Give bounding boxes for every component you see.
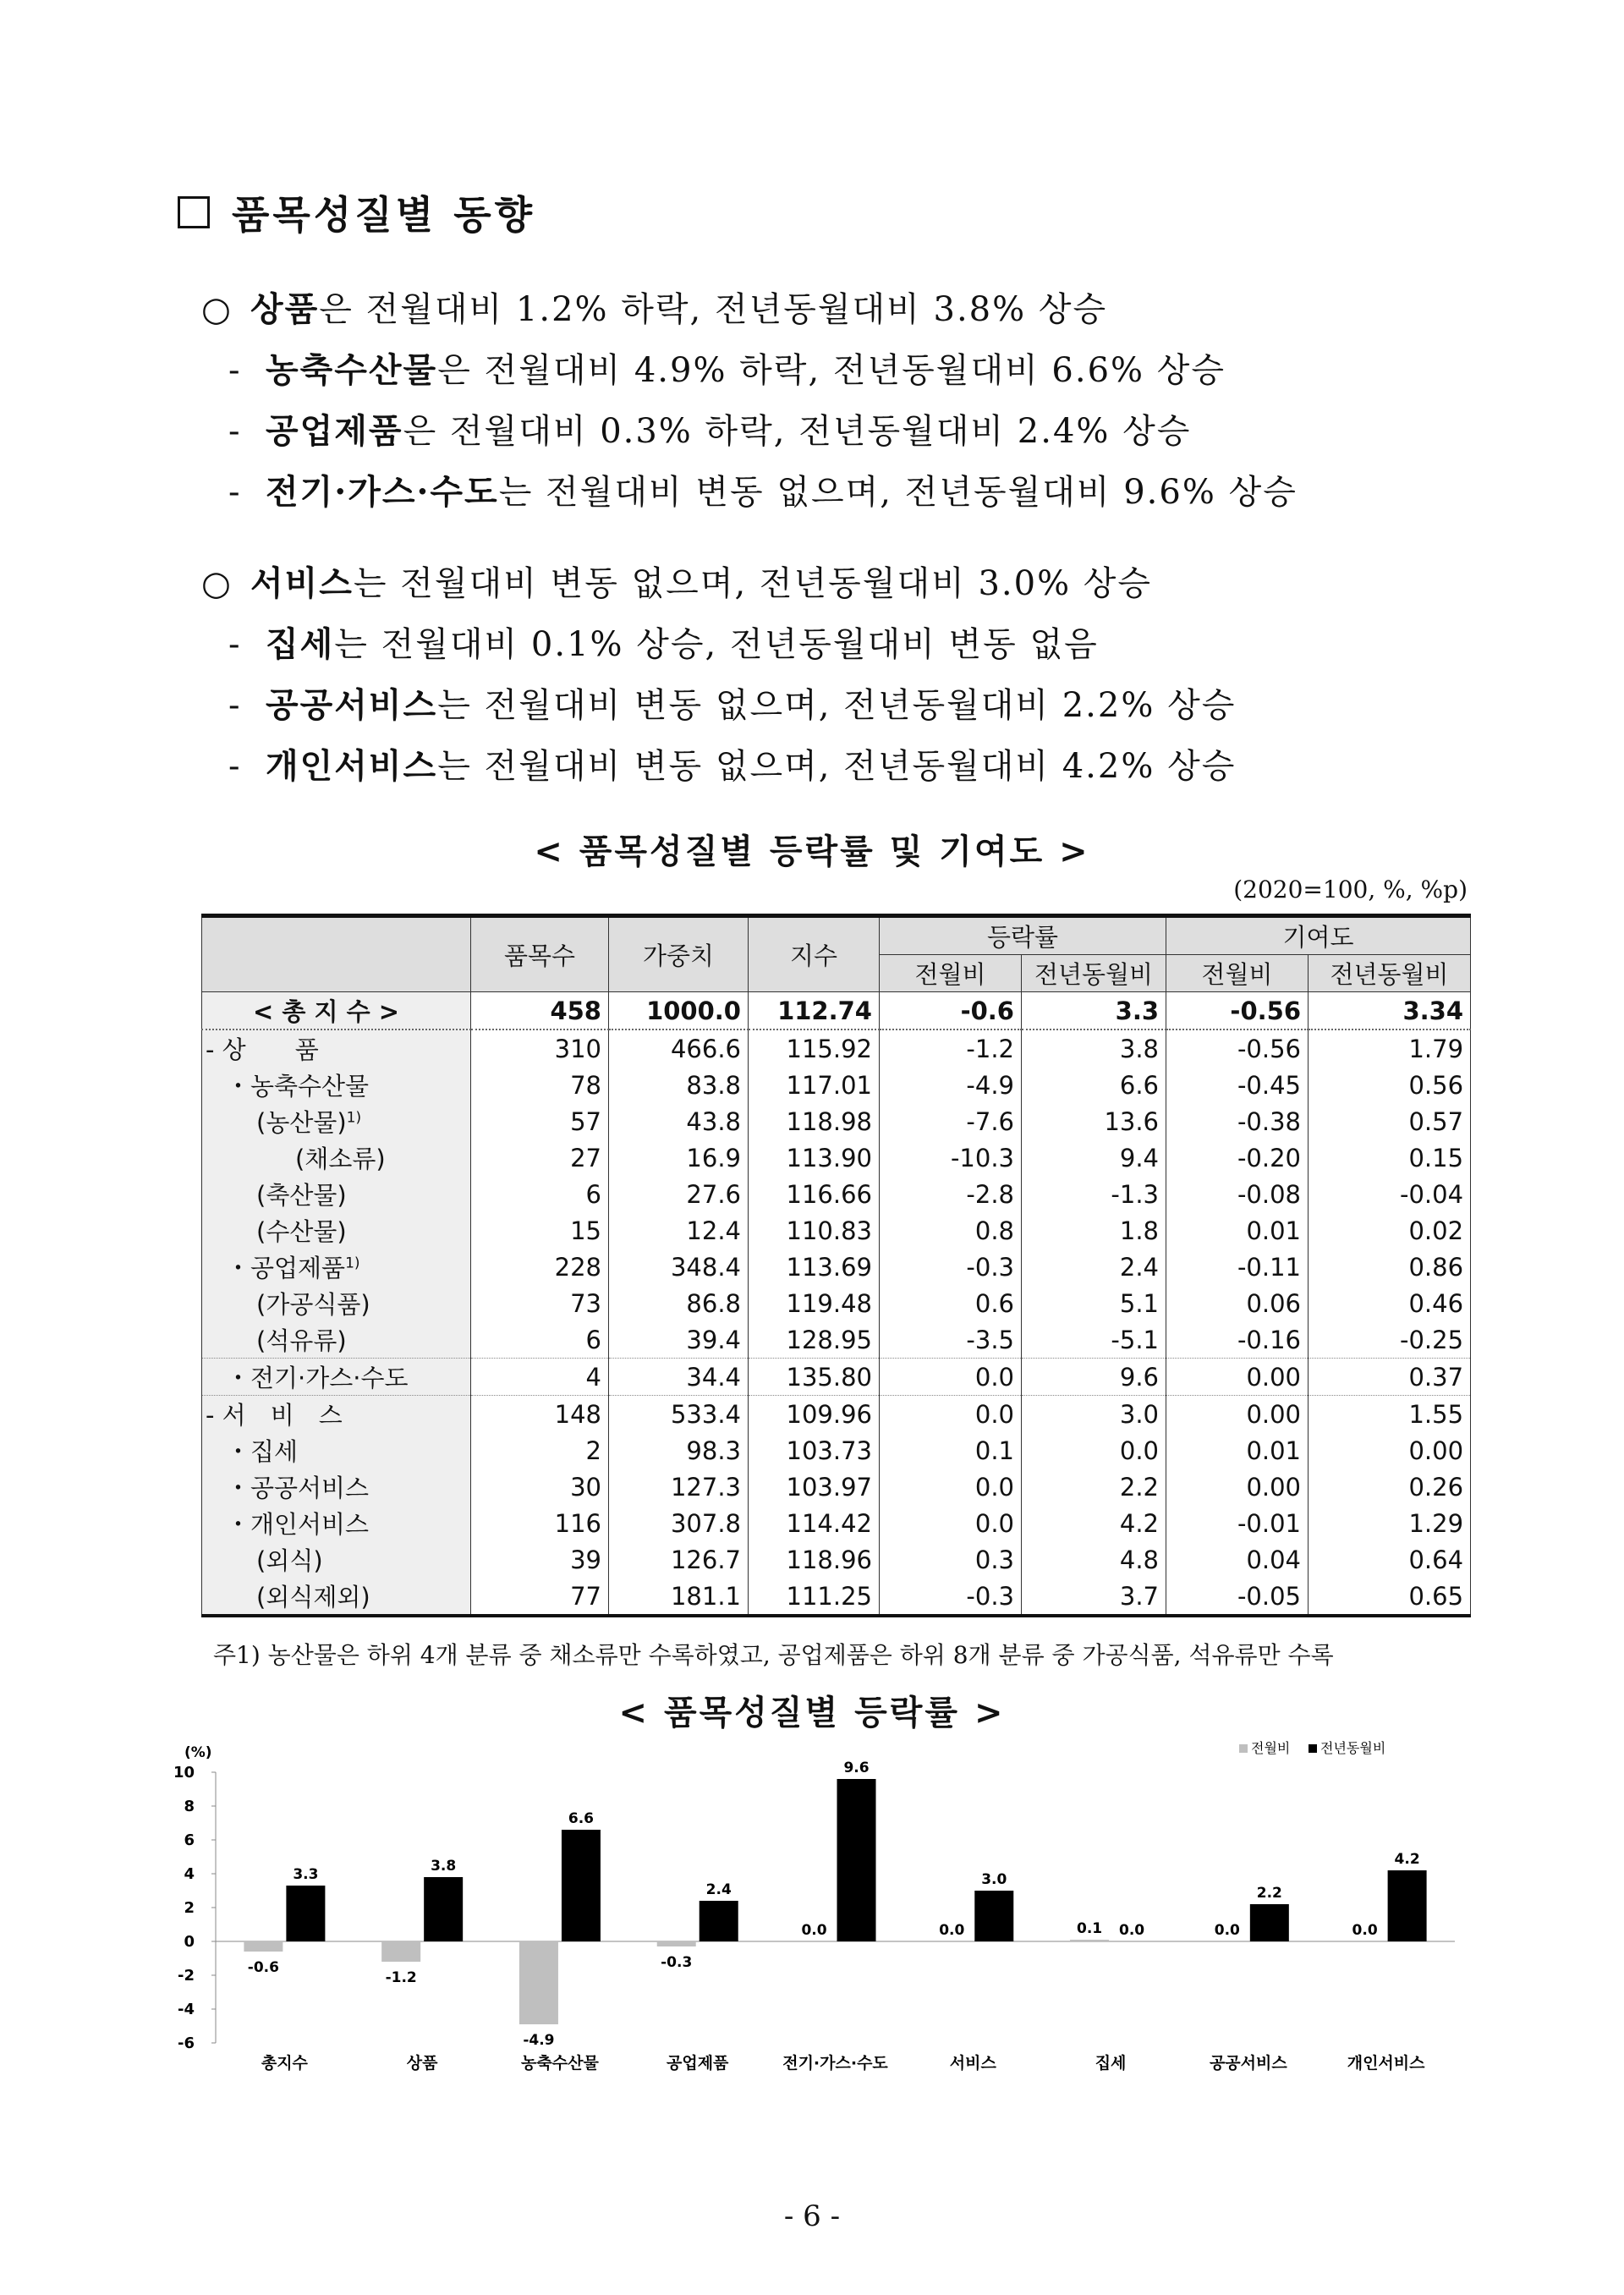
table-cell: 118.98 — [749, 1103, 880, 1139]
bar-mom — [1070, 1940, 1109, 1941]
bullet-sub — [201, 736, 1470, 797]
row-label — [202, 1432, 471, 1469]
table-cell: 117.01 — [749, 1067, 880, 1103]
table-cell: 111.25 — [749, 1578, 880, 1616]
bar-yoy — [837, 1779, 876, 1941]
table-cell: 2.4 — [1022, 1249, 1166, 1285]
table-row — [202, 1469, 1471, 1505]
table-cell: 12.4 — [609, 1212, 749, 1249]
table-cell: 1000.0 — [609, 992, 749, 1030]
table-cell: 118.96 — [749, 1541, 880, 1578]
table-row — [202, 1578, 1471, 1616]
legend-label: 전월비 — [1251, 1740, 1291, 1756]
table-cell: 3.7 — [1022, 1578, 1166, 1616]
row-label-text: ・개인서비스 — [226, 1510, 370, 1539]
bar-yoy — [424, 1877, 463, 1941]
row-label-text: ・공공서비스 — [226, 1474, 370, 1502]
table-row — [202, 1541, 1471, 1578]
table-cell: 310 — [471, 1029, 609, 1067]
bullet-keyword: 집세 — [266, 624, 335, 664]
table-row — [202, 1396, 1471, 1433]
data-label: 4.2 — [1394, 1851, 1420, 1868]
table-cell: 27.6 — [609, 1176, 749, 1212]
data-label: 2.4 — [705, 1881, 732, 1898]
table-cell: -0.6 — [880, 992, 1022, 1030]
footnote-mark: 1) — [345, 1255, 360, 1272]
table-cell: 3.0 — [1022, 1396, 1166, 1433]
table-cell: 128.95 — [749, 1321, 880, 1359]
data-label: 0.0 — [1118, 1922, 1145, 1939]
table-cell: -0.56 — [1166, 992, 1309, 1030]
table-cell: 57 — [471, 1103, 609, 1139]
bullet-text: 는 전월대비 0.1% 상승, 전년동월대비 변동 없음 — [334, 625, 1099, 664]
row-label — [202, 1359, 471, 1396]
table-cell: 126.7 — [609, 1541, 749, 1578]
bar-yoy — [562, 1830, 601, 1941]
table-cell: 0.00 — [1166, 1469, 1309, 1505]
table-cell: -0.25 — [1309, 1321, 1471, 1359]
bar-yoy — [974, 1891, 1013, 1941]
data-label: 6.6 — [568, 1810, 595, 1827]
legend-label: 전년동월비 — [1320, 1740, 1386, 1756]
table-cell: -3.5 — [880, 1321, 1022, 1359]
table-cell: 0.56 — [1309, 1067, 1471, 1103]
table-cell: 0.46 — [1309, 1285, 1471, 1321]
table-row — [202, 1505, 1471, 1541]
table-cell: 0.00 — [1166, 1396, 1309, 1433]
data-label: 2.2 — [1256, 1885, 1282, 1902]
table-cell: 5.1 — [1022, 1285, 1166, 1321]
row-label — [202, 1176, 471, 1212]
table-cell: 98.3 — [609, 1432, 749, 1469]
bar-mom — [244, 1941, 283, 1952]
bullet-text: 은 전월대비 1.2% 하락, 전년동월대비 3.8% 상승 — [319, 290, 1108, 329]
table-cell: -0.3 — [880, 1578, 1022, 1616]
x-tick-label: 서비스 — [949, 2054, 996, 2073]
table-cell: 0.6 — [880, 1285, 1022, 1321]
bullet-keyword: 공공서비스 — [266, 685, 438, 725]
section-title-text: 품목성질별 동향 — [232, 192, 536, 238]
header-index: 지수 — [749, 916, 880, 992]
row-label — [202, 1285, 471, 1321]
bar-mom — [519, 1941, 558, 2024]
x-tick-label: 공업제품 — [667, 2054, 729, 2073]
table-cell: 0.01 — [1166, 1432, 1309, 1469]
row-label — [202, 1578, 471, 1616]
header-count: 품목수 — [471, 916, 609, 992]
y-tick-label: -4 — [178, 2001, 195, 2018]
row-label-text: (외식) — [256, 1546, 323, 1575]
data-label: 0.0 — [939, 1922, 965, 1939]
x-tick-label: 총지수 — [261, 2054, 308, 2073]
row-label — [202, 1541, 471, 1578]
table-row — [202, 1249, 1471, 1285]
bar-yoy — [1250, 1904, 1289, 1941]
table-cell: 39.4 — [609, 1321, 749, 1359]
table-cell: 148 — [471, 1396, 609, 1433]
bar-chart — [169, 1738, 1489, 2122]
table-cell: 0.86 — [1309, 1249, 1471, 1285]
row-label-text: ・전기·가스·수도 — [226, 1364, 409, 1392]
row-label-text: ・공업제품 — [226, 1254, 346, 1282]
bullet-main — [201, 279, 1470, 340]
table-cell: 0.0 — [880, 1505, 1022, 1541]
table-footnote: 주1) 농산물은 하위 4개 분류 중 채소류만 수록하였고, 공업제품은 하위 8개 분류 중 가공식품, 석유류만 수록 — [213, 1641, 1334, 1669]
table-cell: 6 — [471, 1321, 609, 1359]
table-cell: 2 — [471, 1432, 609, 1469]
bullet-keyword: 전기·가스·수도 — [266, 472, 499, 512]
row-label-text: (수산물) — [256, 1217, 347, 1246]
table-cell: 15 — [471, 1212, 609, 1249]
table-cell: 16.9 — [609, 1139, 749, 1176]
bar-yoy — [286, 1886, 325, 1941]
table-cell: -0.05 — [1166, 1578, 1309, 1616]
bullet-text: 는 전월대비 변동 없으며, 전년동월대비 4.2% 상승 — [437, 747, 1237, 786]
bullet-keyword: 상품 — [250, 289, 320, 329]
table-cell: -5.1 — [1022, 1321, 1166, 1359]
y-tick-label: 4 — [184, 1865, 195, 1883]
table-cell: 466.6 — [609, 1029, 749, 1067]
table-cell: -0.16 — [1166, 1321, 1309, 1359]
table-row — [202, 1103, 1471, 1139]
table-cell: 0.01 — [1166, 1212, 1309, 1249]
row-label — [202, 1067, 471, 1103]
row-label-text: < 총 지 수 > — [253, 997, 400, 1026]
table-cell: -0.20 — [1166, 1139, 1309, 1176]
table-cell: 0.57 — [1309, 1103, 1471, 1139]
bullet-marker: - — [228, 351, 242, 390]
table-cell: 78 — [471, 1067, 609, 1103]
table-row — [202, 1029, 1471, 1067]
row-label-text: ・농축수산물 — [226, 1072, 370, 1101]
x-tick-label: 농축수산물 — [521, 2054, 599, 2073]
row-label — [202, 1505, 471, 1541]
row-label-text: (축산물) — [256, 1181, 347, 1210]
data-label: 9.6 — [843, 1760, 870, 1776]
table-cell: 0.02 — [1309, 1212, 1471, 1249]
bullet-text: 는 전월대비 변동 없으며, 전년동월대비 3.0% 상승 — [353, 564, 1153, 603]
y-tick-label: -6 — [178, 2034, 195, 2052]
table-cell: 0.26 — [1309, 1469, 1471, 1505]
table-cell: 3.8 — [1022, 1029, 1166, 1067]
bullet-marker: ○ — [201, 564, 233, 603]
table-cell: 1.55 — [1309, 1396, 1471, 1433]
table-cell: 114.42 — [749, 1505, 880, 1541]
data-label: -1.2 — [385, 1969, 417, 1986]
table-row — [202, 1139, 1471, 1176]
table-cell: 110.83 — [749, 1212, 880, 1249]
table-unit: (2020=100, %, %p) — [1233, 876, 1468, 903]
bullet-sub — [201, 614, 1470, 675]
bullet-sub — [201, 401, 1470, 462]
table-cell: 112.74 — [749, 992, 880, 1030]
data-label: 3.0 — [981, 1871, 1007, 1888]
header-weight: 가중치 — [609, 916, 749, 992]
y-tick-label: -2 — [178, 1967, 195, 1985]
bullet-keyword: 서비스 — [250, 563, 354, 603]
table-row — [202, 1067, 1471, 1103]
table-cell: 30 — [471, 1469, 609, 1505]
table-cell: 103.97 — [749, 1469, 880, 1505]
table-cell: -0.08 — [1166, 1176, 1309, 1212]
table-cell: 0.8 — [880, 1212, 1022, 1249]
row-label — [202, 1321, 471, 1359]
table-cell: 0.00 — [1166, 1359, 1309, 1396]
table-cell: -0.45 — [1166, 1067, 1309, 1103]
price-table — [201, 914, 1471, 1617]
table-cell: 9.6 — [1022, 1359, 1166, 1396]
row-label-text: (외식제외) — [256, 1583, 370, 1611]
table-cell: 307.8 — [609, 1505, 749, 1541]
table-cell: 1.79 — [1309, 1029, 1471, 1067]
x-tick-label: 개인서비스 — [1347, 2054, 1425, 2073]
data-label: 3.8 — [431, 1858, 457, 1875]
header-contrib-yoy: 전년동월비 — [1309, 955, 1471, 992]
y-tick-label: 0 — [184, 1933, 195, 1951]
table-cell: 135.80 — [749, 1359, 880, 1396]
bullet-keyword: 공업제품 — [266, 411, 403, 451]
bar-yoy — [700, 1901, 738, 1941]
table-cell: 0.0 — [880, 1359, 1022, 1396]
table-cell: 4.2 — [1022, 1505, 1166, 1541]
x-tick-label: 집세 — [1095, 2054, 1127, 2073]
row-label-text: (석유류) — [256, 1326, 347, 1355]
table-cell: 27 — [471, 1139, 609, 1176]
row-label — [202, 1249, 471, 1285]
table-cell: 1.8 — [1022, 1212, 1166, 1249]
data-label: -4.9 — [523, 2032, 555, 2049]
table-cell: 2.2 — [1022, 1469, 1166, 1505]
table-cell: 181.1 — [609, 1578, 749, 1616]
summary-bullets — [201, 279, 1470, 797]
bullet-marker: - — [228, 747, 242, 786]
bullet-marker: - — [228, 686, 242, 725]
header-rate: 등락률 — [880, 916, 1166, 955]
bullet-main — [201, 553, 1470, 614]
table-row — [202, 1212, 1471, 1249]
bullet-sub — [201, 462, 1470, 523]
bullet-marker: - — [228, 412, 242, 451]
table-cell: 3.34 — [1309, 992, 1471, 1030]
y-tick-label: 10 — [173, 1764, 195, 1782]
table-cell: 0.0 — [880, 1396, 1022, 1433]
table-cell: 0.1 — [880, 1432, 1022, 1469]
table-row — [202, 1176, 1471, 1212]
header-rate-mom: 전월비 — [880, 955, 1022, 992]
data-label: -0.3 — [661, 1954, 693, 1971]
table-cell: 116 — [471, 1505, 609, 1541]
table-cell: 228 — [471, 1249, 609, 1285]
bullet-text: 은 전월대비 0.3% 하락, 전년동월대비 2.4% 상승 — [403, 412, 1192, 451]
table-row — [202, 1321, 1471, 1359]
row-label — [202, 1103, 471, 1139]
bullet-keyword: 농축수산물 — [266, 350, 438, 390]
table-row — [202, 992, 1471, 1030]
table-cell: 533.4 — [609, 1396, 749, 1433]
bullet-keyword: 개인서비스 — [266, 746, 438, 786]
table-cell: 86.8 — [609, 1285, 749, 1321]
header-contrib: 기여도 — [1166, 916, 1471, 955]
checkbox-icon — [178, 196, 210, 228]
table-cell: 83.8 — [609, 1067, 749, 1103]
table-cell: 348.4 — [609, 1249, 749, 1285]
table-cell: 6 — [471, 1176, 609, 1212]
bullet-marker: ○ — [201, 290, 233, 329]
x-tick-label: 상품 — [406, 2054, 438, 2073]
header-label — [202, 916, 471, 992]
bar-mom — [381, 1941, 420, 1962]
data-label: 0.1 — [1076, 1920, 1103, 1937]
legend-swatch — [1239, 1744, 1248, 1753]
row-label-text: (가공식품) — [256, 1290, 370, 1319]
table-cell: -0.04 — [1309, 1176, 1471, 1212]
table-cell: 73 — [471, 1285, 609, 1321]
table-cell: 0.64 — [1309, 1541, 1471, 1578]
bullet-text: 는 전월대비 변동 없으며, 전년동월대비 9.6% 상승 — [498, 473, 1298, 512]
table-cell: -0.56 — [1166, 1029, 1309, 1067]
table-cell: -0.11 — [1166, 1249, 1309, 1285]
table-row — [202, 1359, 1471, 1396]
y-tick-label: 2 — [184, 1899, 195, 1917]
row-label — [202, 1469, 471, 1505]
row-label-text: - 서 비 스 — [206, 1401, 343, 1430]
table-cell: 34.4 — [609, 1359, 749, 1396]
bar-yoy — [1388, 1870, 1427, 1941]
table-cell: -0.3 — [880, 1249, 1022, 1285]
table-cell: 0.0 — [1022, 1432, 1166, 1469]
table-cell: 115.92 — [749, 1029, 880, 1067]
row-label — [202, 992, 471, 1030]
table-cell: 113.90 — [749, 1139, 880, 1176]
table-cell: -0.01 — [1166, 1505, 1309, 1541]
bullet-marker: - — [228, 473, 242, 512]
y-tick-label: 6 — [184, 1831, 195, 1849]
legend-swatch — [1309, 1744, 1317, 1753]
row-label-text: (채소류) — [295, 1145, 386, 1173]
row-label-text: - 상 품 — [206, 1035, 319, 1064]
data-label: 0.0 — [801, 1922, 827, 1939]
table-cell: -0.38 — [1166, 1103, 1309, 1139]
header-contrib-mom: 전월비 — [1166, 955, 1309, 992]
bullet-sub — [201, 340, 1470, 401]
data-label: 0.0 — [1352, 1922, 1378, 1939]
row-label — [202, 1139, 471, 1176]
table-cell: 13.6 — [1022, 1103, 1166, 1139]
table-cell: 0.06 — [1166, 1285, 1309, 1321]
chart-caption: < 품목성질별 등락률 > — [618, 1693, 1006, 1732]
bullet-marker: - — [228, 625, 242, 664]
table-cell: 0.65 — [1309, 1578, 1471, 1616]
table-row — [202, 1285, 1471, 1321]
header-rate-yoy: 전년동월비 — [1022, 955, 1166, 992]
table-row — [202, 1432, 1471, 1469]
row-label — [202, 1212, 471, 1249]
data-label: 3.3 — [293, 1866, 319, 1883]
table-cell: 77 — [471, 1578, 609, 1616]
table-cell: 6.6 — [1022, 1067, 1166, 1103]
data-label: -0.6 — [247, 1959, 279, 1976]
row-label — [202, 1396, 471, 1433]
table-cell: -2.8 — [880, 1176, 1022, 1212]
table-cell: 109.96 — [749, 1396, 880, 1433]
section-title — [178, 184, 535, 240]
page-number: - 6 - — [783, 2199, 841, 2233]
table-cell: 43.8 — [609, 1103, 749, 1139]
row-label — [202, 1029, 471, 1067]
table-cell: 1.29 — [1309, 1505, 1471, 1541]
table-cell: 0.3 — [880, 1541, 1022, 1578]
table-cell: 0.37 — [1309, 1359, 1471, 1396]
table-cell: 0.04 — [1166, 1541, 1309, 1578]
table-cell: -1.2 — [880, 1029, 1022, 1067]
y-axis-label: (%) — [184, 1744, 212, 1761]
table-cell: 39 — [471, 1541, 609, 1578]
table-cell: 127.3 — [609, 1469, 749, 1505]
table-cell: -1.3 — [1022, 1176, 1166, 1212]
table-cell: -4.9 — [880, 1067, 1022, 1103]
table-cell: 458 — [471, 992, 609, 1030]
table-cell: -10.3 — [880, 1139, 1022, 1176]
table-cell: -7.6 — [880, 1103, 1022, 1139]
row-label-text: (농산물) — [256, 1108, 347, 1137]
table-cell: 4 — [471, 1359, 609, 1396]
bullet-text: 는 전월대비 변동 없으며, 전년동월대비 2.2% 상승 — [437, 686, 1237, 725]
row-label-text: ・집세 — [226, 1437, 299, 1466]
table-cell: 0.0 — [880, 1469, 1022, 1505]
bar-mom — [657, 1941, 696, 1946]
y-tick-label: 8 — [184, 1798, 195, 1815]
table-cell: 113.69 — [749, 1249, 880, 1285]
footnote-mark: 1) — [346, 1109, 362, 1127]
table-cell: 119.48 — [749, 1285, 880, 1321]
data-label: 0.0 — [1214, 1922, 1240, 1939]
table-cell: 3.3 — [1022, 992, 1166, 1030]
table-cell: 0.00 — [1309, 1432, 1471, 1469]
table-cell: 4.8 — [1022, 1541, 1166, 1578]
table-caption: < 품목성질별 등락률 및 기여도 > — [534, 832, 1090, 871]
x-tick-label: 전기·가스·수도 — [782, 2054, 888, 2073]
bullet-text: 은 전월대비 4.9% 하락, 전년동월대비 6.6% 상승 — [437, 351, 1226, 390]
x-tick-label: 공공서비스 — [1209, 2054, 1287, 2073]
table-cell: 116.66 — [749, 1176, 880, 1212]
table-cell: 0.15 — [1309, 1139, 1471, 1176]
bullet-sub — [201, 675, 1470, 736]
table-cell: 9.4 — [1022, 1139, 1166, 1176]
table-cell: 103.73 — [749, 1432, 880, 1469]
